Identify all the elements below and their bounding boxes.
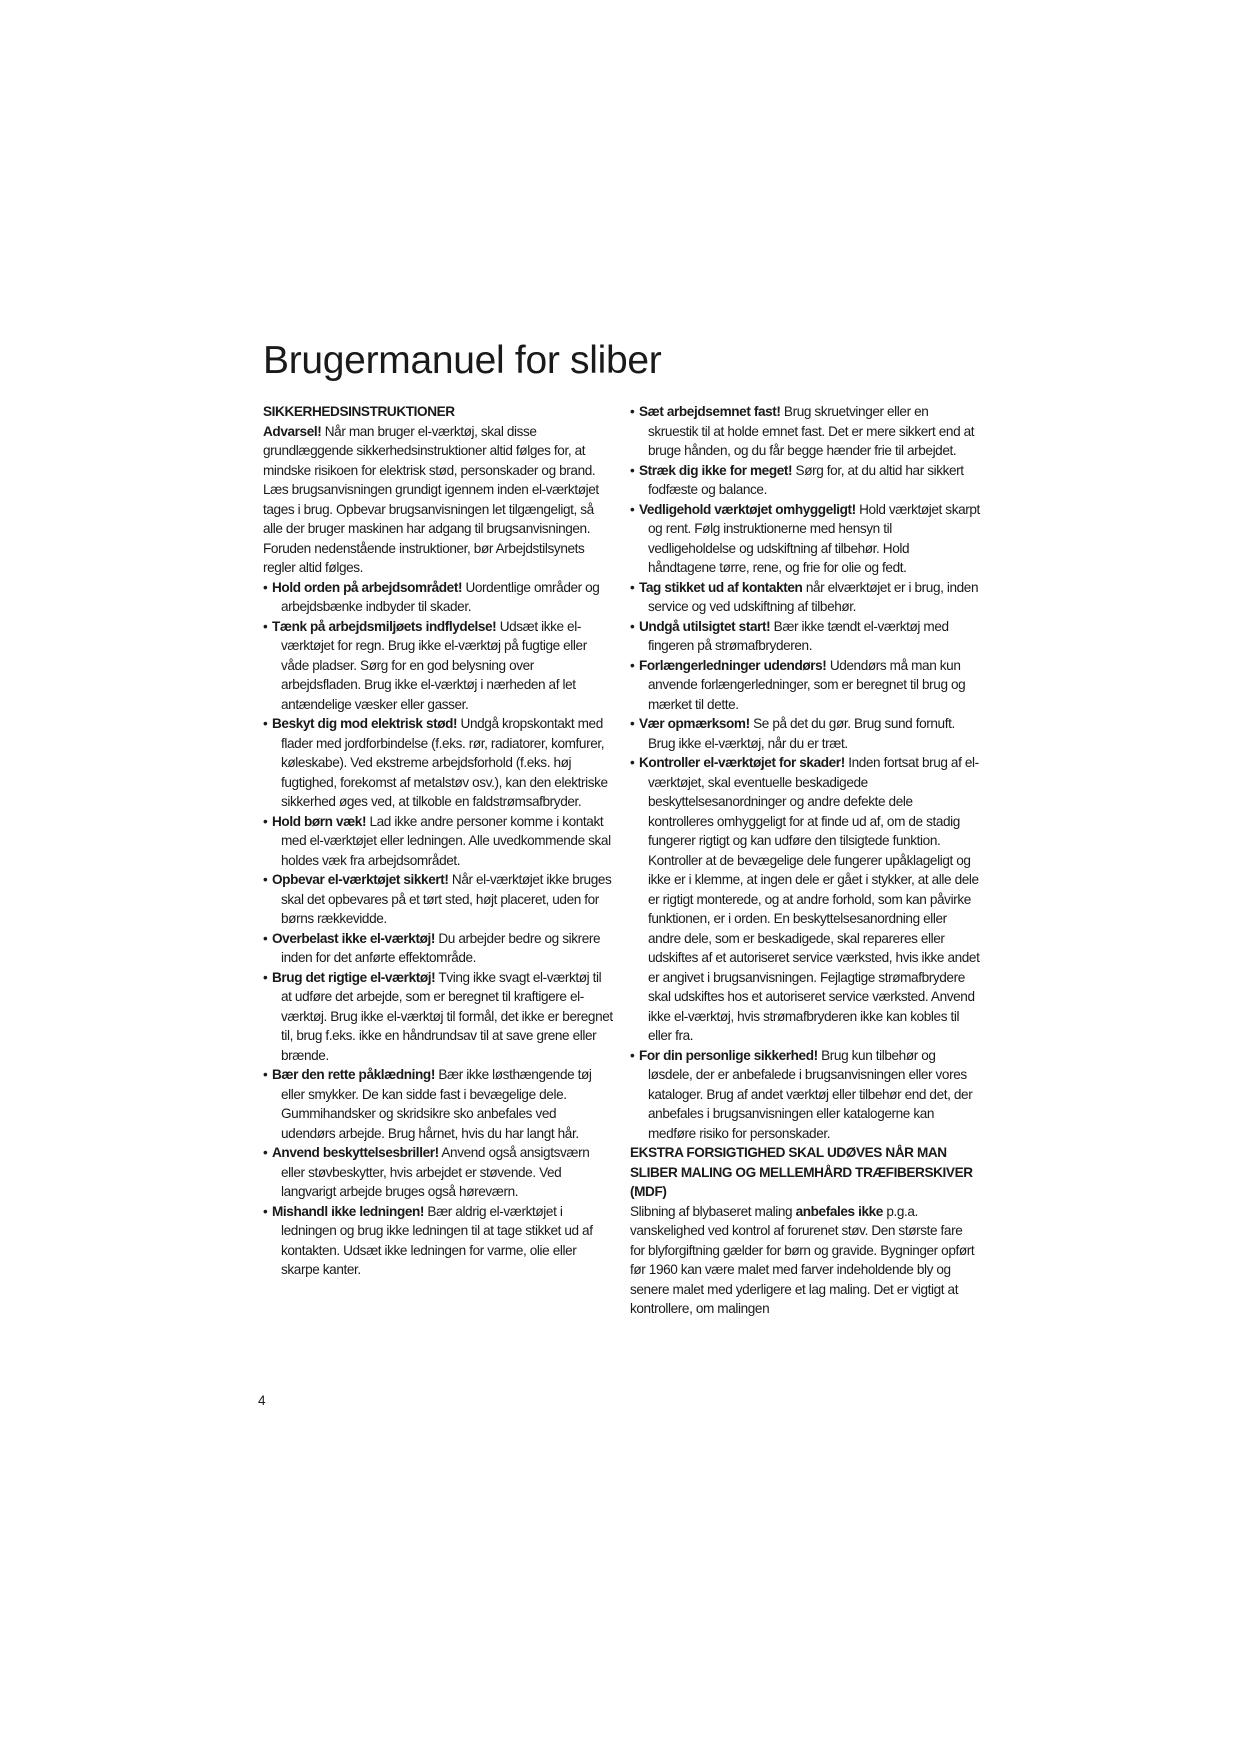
left-column: [263, 402, 613, 1280]
bullet-item: • Hold orden på arbejdsområdet! Uordentlige områder og arbejdsbænke indbyder til skader.: [263, 579, 600, 614]
bullet-lead: Hold børn væk!: [272, 813, 367, 829]
bullet-item: • Brug det rigtige el-værktøj! Tving ikke svagt el-værktøj til at udføre det arbejde, som er beregnet til kraftigere el-værktøj. Brug ikke el-værktøj til formål, det ikke er beregnet til, brug f.eks. ikke en håndrundsav til at save grene eller brænde.: [263, 969, 613, 1063]
page-title: Brugermanuel for sliber: [263, 339, 662, 382]
bullet-lead: Bær den rette påklædning!: [272, 1067, 435, 1082]
bullet-text: Undgå kropskontakt med flader med jordforbindelse (f.eks. rør, radiatorer, komfurer, køleskabe). Ved ekstreme arbejdsforhold (f.eks. høj fugtighed, forekomst af metalstøv osv.), kan den elektriske sikkerhed øges ved, at tilkoble en faldstrømsafbryder.: [281, 716, 608, 809]
bullet-item: • Opbevar el-værktøjet sikkert! Når el-værktøjet ikke bruges skal det opbevares på et tørt sted, højt placeret, uden for børns rækkevidde.: [263, 872, 612, 926]
bullet-lead: Overbelast ikke el-værktøj!: [272, 930, 435, 946]
bullet-text: Inden fortsat brug af el-værktøjet, skal eventuelle beskadigede beskyttelsesanordninger og andre defekte dele kontrolleres omhyggeligt for at finde ud af, om de stadig fungerer rigtigt og kan udføre den tilsigtede funktion. Kontroller at de bevægelige dele fungerer upåklageligt og ikke er i klemme, at ingen dele er gået i stykker, at alle dele er rigtigt monterede, og at andre forhold, som kan påvirke funktionen, er i orden. En beskyttelsesanordning eller andre dele, som er beskadigede, skal repareres eller udskiftes af et autoriseret service værksted, hvis ikke andet er angivet i brugsanvisningen. Fejlagtige strømafbrydere skal udskiftes hos et autoriseret service værksted. Anvend ikke el-værktøj, hvis strømafbryderen ikke kan kobles til eller fra.: [648, 755, 980, 1043]
bullet-text: når elværktøjet er i brug, inden service og ved udskiftning af tilbehør.: [648, 579, 979, 614]
bullet-item: • Tænk på arbejdsmiljøets indflydelse! Udsæt ikke el-værktøjet for regn. Brug ikke el-værktøj på fugtige eller våde pladser. Sørg for en god belysning over arbejdsfladen. Brug ikke el-værktøj i nærheden af let antændelige væsker eller gasser.: [263, 618, 587, 712]
bullet-text: Udsæt ikke el-værktøjet for regn. Brug ikke el-værktøj på fugtige eller våde pladser. Sørg for en god belysning over arbejdsfladen. Brug ikke el-værktøj i nærheden af let antændelige væsker eller gasser.: [281, 618, 587, 712]
right-bullet-list: [630, 402, 980, 1143]
bullet-item: • Stræk dig ikke for meget! Sørg for, at du altid har sikkert fodfæste og balance.: [630, 462, 964, 497]
bullet-item: • Beskyt dig mod elektrisk stød! Undgå kropskontakt med flader med jordforbindelse (f.eks. rør, radiatorer, komfurer, køleskabe). Ved ekstreme arbejdsforhold (f.eks. høj fugtighed, forekomst af metalstøv osv.), kan den elektriske sikkerhed øges ved, at tilkoble en faldstrømsafbryder.: [263, 716, 608, 809]
bullet-lead: Beskyt dig mod elektrisk stød!: [272, 716, 458, 731]
bullet-lead: Opbevar el-værktøjet sikkert!: [272, 872, 449, 887]
bullet-lead: Tag stikket ud af kontakten: [639, 579, 803, 595]
bullet-text: Brug skruetvinger eller en skruestik til at holde emnet fast. Det er mere sikkert end at bruge hånden, og du får begge hænder frie til arbejdet.: [648, 404, 975, 458]
bullet-item: • Forlængerledninger udendørs! Udendørs må man kun anvende forlængerledninger, som er beregnet til brug og mærket til dette.: [630, 657, 966, 712]
bullet-text: Brug kun tilbehør og løsdele, der er anbefalede i brugsanvisningen eller vores kataloger. Brug af andet værktøj eller tilbehør end det, der anbefales i brugsanvisningen eller katalogerne kan medføre risiko for personskader.: [648, 1047, 973, 1141]
mdf-text-start: Slibning af blybaseret maling: [630, 1203, 796, 1219]
warning-paragraph: [263, 422, 613, 578]
mdf-heading: EKSTRA FORSIGTIGHED SKAL UDØVES NÅR MAN SLIBER MALING OG MELLEMHÅRD TRÆFIBERSKIVER (MDF): [630, 1145, 973, 1199]
right-column: [630, 402, 980, 1319]
bullet-lead: Sæt arbejdsemnet fast!: [639, 404, 781, 419]
page-number: 4: [258, 1393, 266, 1408]
bullet-lead: Brug det rigtige el-værktøj!: [272, 969, 436, 985]
warning-text: Når man bruger el-værktøj, skal disse grundlæggende sikkerhedsinstruktioner altid følges for, at mindske risikoen for elektrisk stød, personskader og brand. Læs brugsanvisningen grundigt igennem inden el-værktøjet tages i brug. Opbevar brugsanvisningen let tilgængeligt, så alle der bruger maskinen har adgang til brugsanvisningen. Foruden nedenstående instruktioner, bør Arbejdstilsynets regler altid følges.: [263, 423, 599, 575]
bullet-item: • Undgå utilsigtet start! Bær ikke tændt el-værktøj med fingeren på strømafbryderen.: [630, 618, 949, 653]
bullet-text: Hold værktøjet skarpt og rent. Følg instruktionerne med hensyn til vedligeholdelse og udskiftning af tilbehør. Hold håndtagene tørre, rene, og frie for olie og fedt.: [648, 501, 980, 575]
mdf-bold-text: anbefales ikke: [795, 1203, 883, 1219]
bullet-lead: Stræk dig ikke for meget!: [639, 462, 793, 478]
bullet-item: • Vær opmærksom! Se på det du gør. Brug sund fornuft. Brug ikke el-værktøj, når du er træt.: [630, 716, 955, 751]
bullet-text: Bær ikke tændt el-værktøj med fingeren på strømafbryderen.: [648, 618, 949, 653]
bullet-text: Lad ikke andre personer komme i kontakt med el-værktøjet eller ledningen. Alle uvedkommende skal holdes væk fra arbejdsområdet.: [281, 813, 611, 868]
bullet-item: • For din personlige sikkerhed! Brug kun tilbehør og løsdele, der er anbefalede i brugsanvisningen eller vores kataloger. Brug af andet værktøj eller tilbehør end det, der anbefales i brugsanvisningen eller katalogerne kan medføre risiko for personskader.: [630, 1047, 973, 1141]
bullet-text: Sørg for, at du altid har sikkert fodfæste og balance.: [648, 462, 964, 497]
bullet-lead: Anvend beskyttelsesbriller!: [272, 1145, 439, 1160]
bullet-text: Uordentlige områder og arbejdsbænke indbyder til skader.: [281, 579, 600, 614]
bullet-item: • Kontroller el-værktøjet for skader! Inden fortsat brug af el-værktøjet, skal eventuelle beskadigede beskyttelsesanordninger og andre defekte dele kontrolleres omhyggeligt for at finde ud af, om de stadig fungerer rigtigt og kan udføre den tilsigtede funktion. Kontroller at de bevægelige dele fungerer upåklageligt og ikke er i klemme, at ingen dele er gået i stykker, at alle dele er rigtigt monterede, og at andre forhold, som kan påvirke funktionen, er i orden. En beskyttelsesanordning eller andre dele, som er beskadigede, skal repareres eller udskiftes af et autoriseret service værksted, hvis ikke andet er angivet i brugsanvisningen. Fejlagtige strømafbrydere skal udskiftes hos et autoriseret service værksted. Anvend ikke el-værktøj, hvis strømafbryderen ikke kan kobles til eller fra.: [630, 755, 980, 1043]
bullet-lead: Vedligehold værktøjet omhyggeligt!: [639, 501, 856, 517]
safety-heading: SIKKERHEDSINSTRUKTIONER: [263, 404, 455, 419]
bullet-lead: Hold orden på arbejdsområdet!: [272, 579, 463, 595]
bullet-text: Anvend også ansigtsværn eller støvbeskytter, hvis arbejdet er støvende. Ved langvarigt arbejde bruges også høreværn.: [281, 1145, 590, 1199]
mdf-text-end: p.g.a. vanskelighed ved kontrol af forurenet støv. Den største fare for blyforgiftning gælder for børn og gravide. Bygninger opført før 1960 kan være malet med farver indeholdende bly og senere malet med yderligere et lag maling. Det er vigtigt at kontrollere, om malingen: [630, 1203, 975, 1316]
left-bullet-list: [263, 578, 613, 1280]
bullet-lead: Kontroller el-værktøjet for skader!: [639, 755, 845, 770]
bullet-text: Bær aldrig el-værktøjet i ledningen og brug ikke ledningen til at tage stikket ud af kontakten. Udsæt ikke ledningen for varme, olie eller skarpe kanter.: [281, 1203, 593, 1277]
bullet-text: Bær ikke løsthængende tøj eller smykker. De kan sidde fast i bevægelige dele. Gummihandsker og skridsikre sko anbefales ved udendørs arbejde. Brug hårnet, hvis du har langt hår.: [281, 1067, 592, 1141]
mdf-paragraph: [630, 1202, 980, 1319]
bullet-lead: Mishandl ikke ledningen!: [272, 1203, 425, 1219]
bullet-lead: Forlængerledninger udendørs!: [639, 657, 827, 673]
warning-lead: Advarsel!: [263, 423, 322, 439]
bullet-item: • Bær den rette påklædning! Bær ikke løsthængende tøj eller smykker. De kan sidde fast i bevægelige dele. Gummihandsker og skridsikre sko anbefales ved udendørs arbejde. Brug hårnet, hvis du har langt hår.: [263, 1067, 592, 1141]
bullet-item: • Mishandl ikke ledningen! Bær aldrig el-værktøjet i ledningen og brug ikke ledningen til at tage stikket ud af kontakten. Udsæt ikke ledningen for varme, olie eller skarpe kanter.: [263, 1203, 593, 1277]
bullet-item: • Overbelast ikke el-værktøj! Du arbejder bedre og sikrere inden for det anførte effektområde.: [263, 930, 601, 965]
bullet-text: Du arbejder bedre og sikrere inden for det anførte effektområde.: [281, 930, 601, 965]
bullet-item: • Vedligehold værktøjet omhyggeligt! Hold værktøjet skarpt og rent. Følg instruktionerne med hensyn til vedligeholdelse og udskiftning af tilbehør. Hold håndtagene tørre, rene, og frie for olie og fedt.: [630, 501, 980, 575]
bullet-lead: For din personlige sikkerhed!: [639, 1047, 818, 1063]
bullet-item: • Hold børn væk! Lad ikke andre personer komme i kontakt med el-værktøjet eller ledningen. Alle uvedkommende skal holdes væk fra arbejdsområdet.: [263, 813, 611, 868]
bullet-lead: Vær opmærksom!: [639, 716, 750, 731]
bullet-lead: Undgå utilsigtet start!: [639, 618, 771, 634]
bullet-text: Se på det du gør. Brug sund fornuft. Brug ikke el-værktøj, når du er træt.: [648, 716, 955, 751]
bullet-text: Når el-værktøjet ikke bruges skal det opbevares på et tørt sted, højt placeret, uden for børns rækkevidde.: [281, 872, 612, 926]
bullet-text: Udendørs må man kun anvende forlængerledninger, som er beregnet til brug og mærket til dette.: [648, 657, 966, 712]
bullet-lead: Tænk på arbejdsmiljøets indflydelse!: [272, 618, 497, 634]
bullet-item: • Tag stikket ud af kontakten når elværktøjet er i brug, inden service og ved udskiftning af tilbehør.: [630, 579, 979, 614]
bullet-item: • Sæt arbejdsemnet fast! Brug skruetvinger eller en skruestik til at holde emnet fast. Det er mere sikkert end at bruge hånden, og du får begge hænder frie til arbejdet.: [630, 404, 975, 458]
bullet-text: Tving ikke svagt el-værktøj til at udføre det arbejde, som er beregnet til kraftigere el-værktøj. Brug ikke el-værktøj til formål, det ikke er beregnet til, brug f.eks. ikke en håndrundsav til at save grene eller brænde.: [281, 969, 613, 1063]
bullet-item: • Anvend beskyttelsesbriller! Anvend også ansigtsværn eller støvbeskytter, hvis arbejdet er støvende. Ved langvarigt arbejde bruges også høreværn.: [263, 1145, 590, 1199]
